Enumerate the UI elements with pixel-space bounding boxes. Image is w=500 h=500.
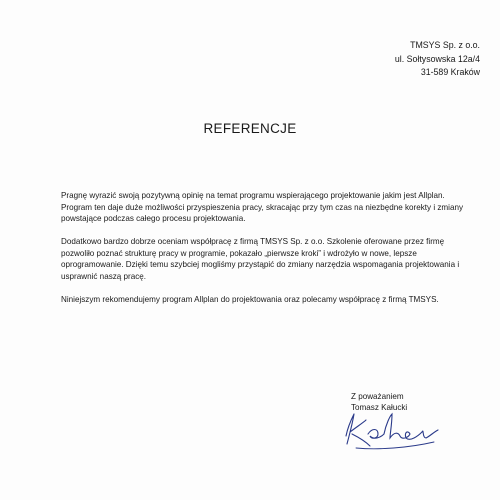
signatory-name: Tomasz Kałucki	[351, 403, 408, 412]
body-paragraph-2: Dodatkowo bardzo dobrze oceniam współpracę z firmą TMSYS Sp. z o.o. Szkolenie oferowane przez firmę pozwoliło poznać strukturę pracy w programie, pokazało „pierwsze kroki” i wdrożyło w nowe, lepsze oprogramowanie. Dzięki temu szybciej mogliśmy przystąpić do zmiany narzędzia wspomagania projektowania i usprawnić naszą pracę.	[61, 237, 460, 281]
recipient-city: 31-589 Kraków	[420, 67, 480, 77]
closing-salutation: Z poważaniem	[351, 392, 404, 401]
recipient-address	[395, 39, 480, 80]
recipient-street: ul. Sołtysowska 12a/4	[394, 53, 480, 64]
recipient-company: TMSYS Sp. z o.o.	[410, 40, 480, 50]
body-paragraph-1: Pragnę wyrazić swoją pozytywną opinię na temat programu wspierającego projektowanie jakim jest Allplan. Program ten daje duże możliwości przyspieszenia pracy, skracając przy tym czas na niezbędne korekty i zmiany powstające podczas całego procesu projektowania.	[61, 191, 464, 223]
body-paragraph-3: Niniejszym rekomendujemy program Allplan do projektowania oraz polecamy współpracę z firmą TMSYS.	[61, 294, 439, 304]
letter-title: REFERENCJE	[203, 121, 297, 136]
handwritten-signature	[338, 404, 448, 452]
letter-body	[61, 190, 473, 317]
